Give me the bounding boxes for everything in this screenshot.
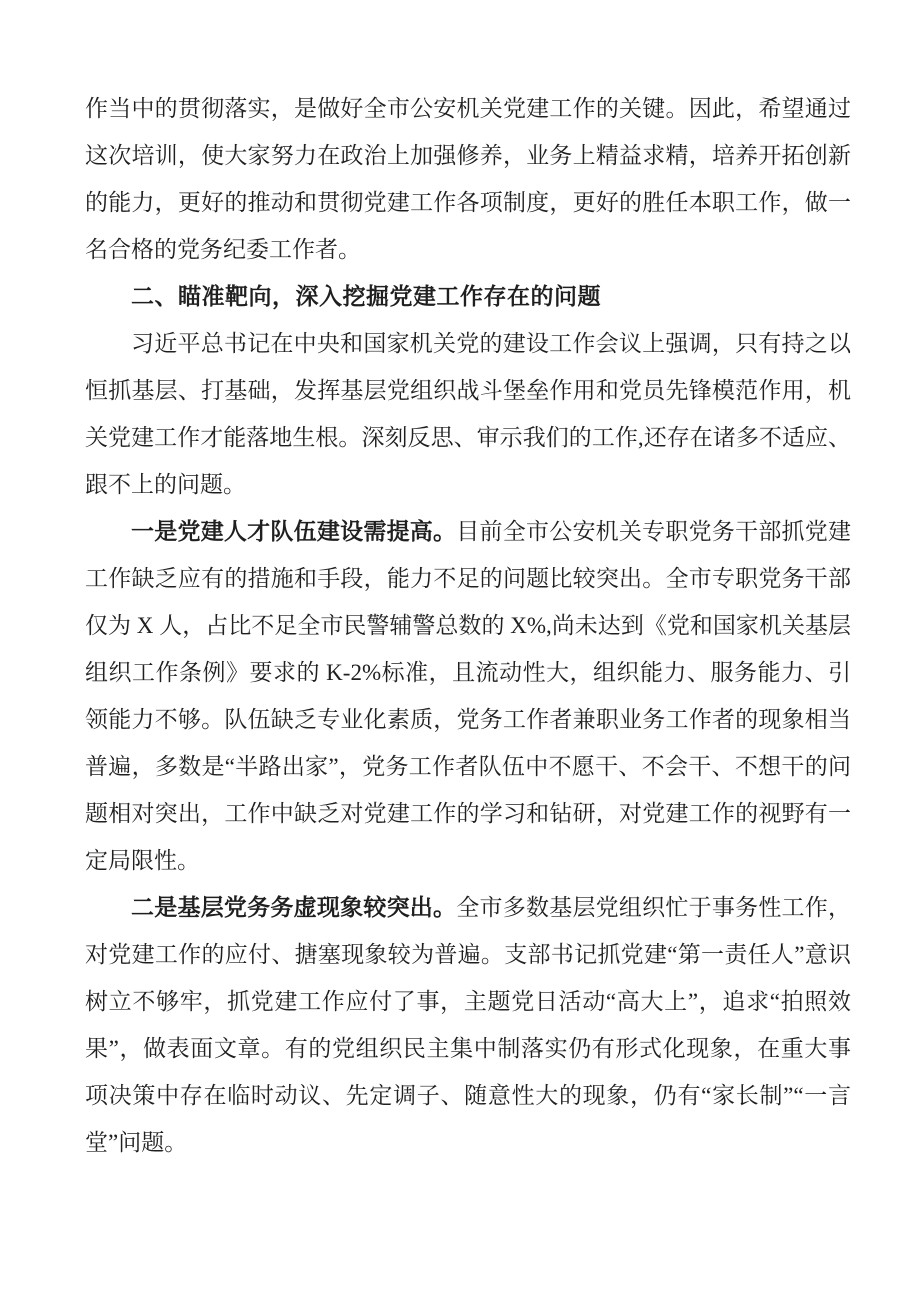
paragraph-issue-1	[85, 508, 851, 884]
issue-2-text: 全市多数基层党组织忙于事务性工作，对党建工作的应付、搪塞现象较为普遍。支部书记抓党建“第一责任人”意识树立不够牢，抓党建工作应付了事，主题党日活动“高大上”，追求“拍照效果”，做表面文章。有的党组织民主集中制落实仍有形式化现象，在重大事项决策中存在临时动议、先定调子、随意性大的现象，仍有“家长制”“一言堂”问题。	[85, 895, 852, 1155]
issue-1-text: 目前全市公安机关专职党务干部抓党建工作缺乏应有的措施和手段，能力不足的问题比较突出。全市专职党务干部仅为 X 人，占比不足全市民警辅警总数的 X%,尚未达到《党和国家机关基层组织工作条例》要求的 K-2%标准，且流动性大，组织能力、服务能力、引领能力不够。队伍缺乏专业化素质，党务工作者兼职业务工作者的现象相当普遍，多数是“半路出家”，党务工作者队伍中不愿干、不会干、不想干的问题相对突出，工作中缺乏对党建工作的学习和钻研，对党建工作的视野有一定局限性。	[85, 519, 852, 873]
paragraph-overview: 习近平总书记在中央和国家机关党的建设工作会议上强调，只有持之以恒抓基层、打基础，发挥基层党组织战斗堡垒作用和党员先锋模范作用，机关党建工作才能落地生根。深刻反思、审示我们的工作,还存在诸多不适应、跟不上的问题。	[85, 331, 851, 497]
issue-2-lead: 二是基层党务务虚现象较突出。	[131, 894, 457, 920]
issue-1-lead: 一是党建人才队伍建设需提高。	[131, 518, 457, 544]
paragraph-continuation: 作当中的贯彻落实，是做好全市公安机关党建工作的关键。因此，希望通过这次培训，使大家努力在政治上加强修养，业务上精益求精，培养开拓创新的能力，更好的推动和贯彻党建工作各项制度，更好的胜任本职工作，做一名合格的党务纪委工作者。	[85, 96, 851, 262]
paragraph-issue-2	[85, 884, 851, 1166]
document-text-block	[85, 85, 851, 1166]
section-heading: 二、瞄准靶向，深入挖掘党建工作存在的问题	[131, 283, 601, 309]
